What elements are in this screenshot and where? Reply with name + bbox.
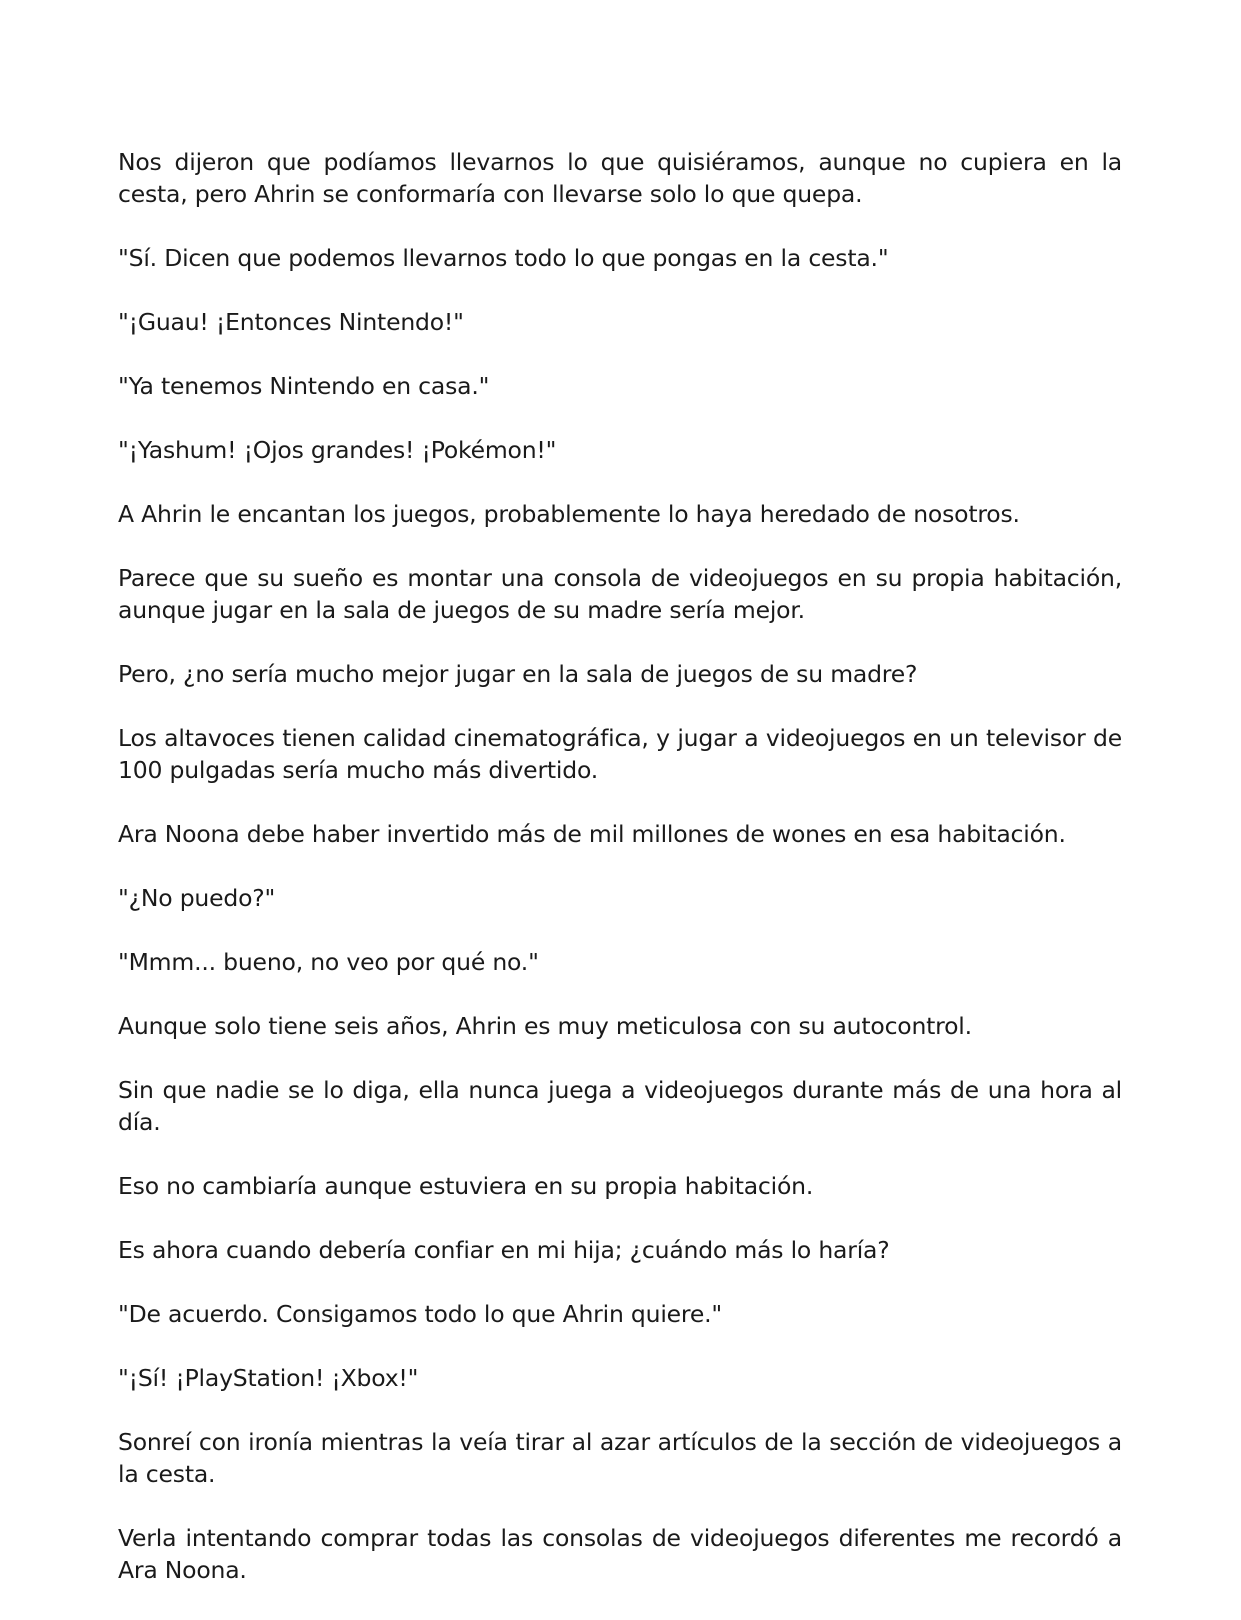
- paragraph-10: Ara Noona debe haber invertido más de mil millones de wones en esa habitación.: [118, 820, 1066, 848]
- paragraph-20: Verla intentando comprar todas las consolas de videojuegos diferentes me recordó a Ara Noona.: [118, 1524, 1122, 1584]
- paragraph-18: "¡Sí! ¡PlayStation! ¡Xbox!": [118, 1364, 419, 1392]
- document-body: [118, 146, 1122, 1618]
- paragraph-19: Sonreí con ironía mientras la veía tirar al azar artículos de la sección de videojuegos a la cesta.: [118, 1428, 1122, 1488]
- paragraph-6: A Ahrin le encantan los juegos, probablemente lo haya heredado de nosotros.: [118, 500, 1020, 528]
- paragraph-17: "De acuerdo. Consigamos todo lo que Ahrin quiere.": [118, 1300, 723, 1328]
- paragraph-16: Es ahora cuando debería confiar en mi hija; ¿cuándo más lo haría?: [118, 1236, 890, 1264]
- paragraph-4: "Ya tenemos Nintendo en casa.": [118, 372, 490, 400]
- paragraph-11: "¿No puedo?": [118, 884, 276, 912]
- paragraph-15: Eso no cambiaría aunque estuviera en su propia habitación.: [118, 1172, 814, 1200]
- paragraph-2: "Sí. Dicen que podemos llevarnos todo lo que pongas en la cesta.": [118, 244, 889, 272]
- paragraph-8: Pero, ¿no sería mucho mejor jugar en la sala de juegos de su madre?: [118, 660, 918, 688]
- paragraph-12: "Mmm... bueno, no veo por qué no.": [118, 948, 539, 976]
- paragraph-3: "¡Guau! ¡Entonces Nintendo!": [118, 308, 464, 336]
- paragraph-13: Aunque solo tiene seis años, Ahrin es muy meticulosa con su autocontrol.: [118, 1012, 972, 1040]
- paragraph-5: "¡Yashum! ¡Ojos grandes! ¡Pokémon!": [118, 436, 557, 464]
- paragraph-14: Sin que nadie se lo diga, ella nunca juega a videojuegos durante más de una hora al día.: [118, 1076, 1122, 1136]
- paragraph-1: Nos dijeron que podíamos llevarnos lo que quisiéramos, aunque no cupiera en la cesta, pero Ahrin se conformaría con llevarse solo lo que quepa.: [118, 148, 1122, 208]
- paragraph-9: Los altavoces tienen calidad cinematográfica, y jugar a videojuegos en un televisor de 100 pulgadas sería mucho más divertido.: [118, 724, 1122, 784]
- paragraph-7: Parece que su sueño es montar una consola de videojuegos en su propia habitación, aunque jugar en la sala de juegos de su madre sería mejor.: [118, 564, 1122, 624]
